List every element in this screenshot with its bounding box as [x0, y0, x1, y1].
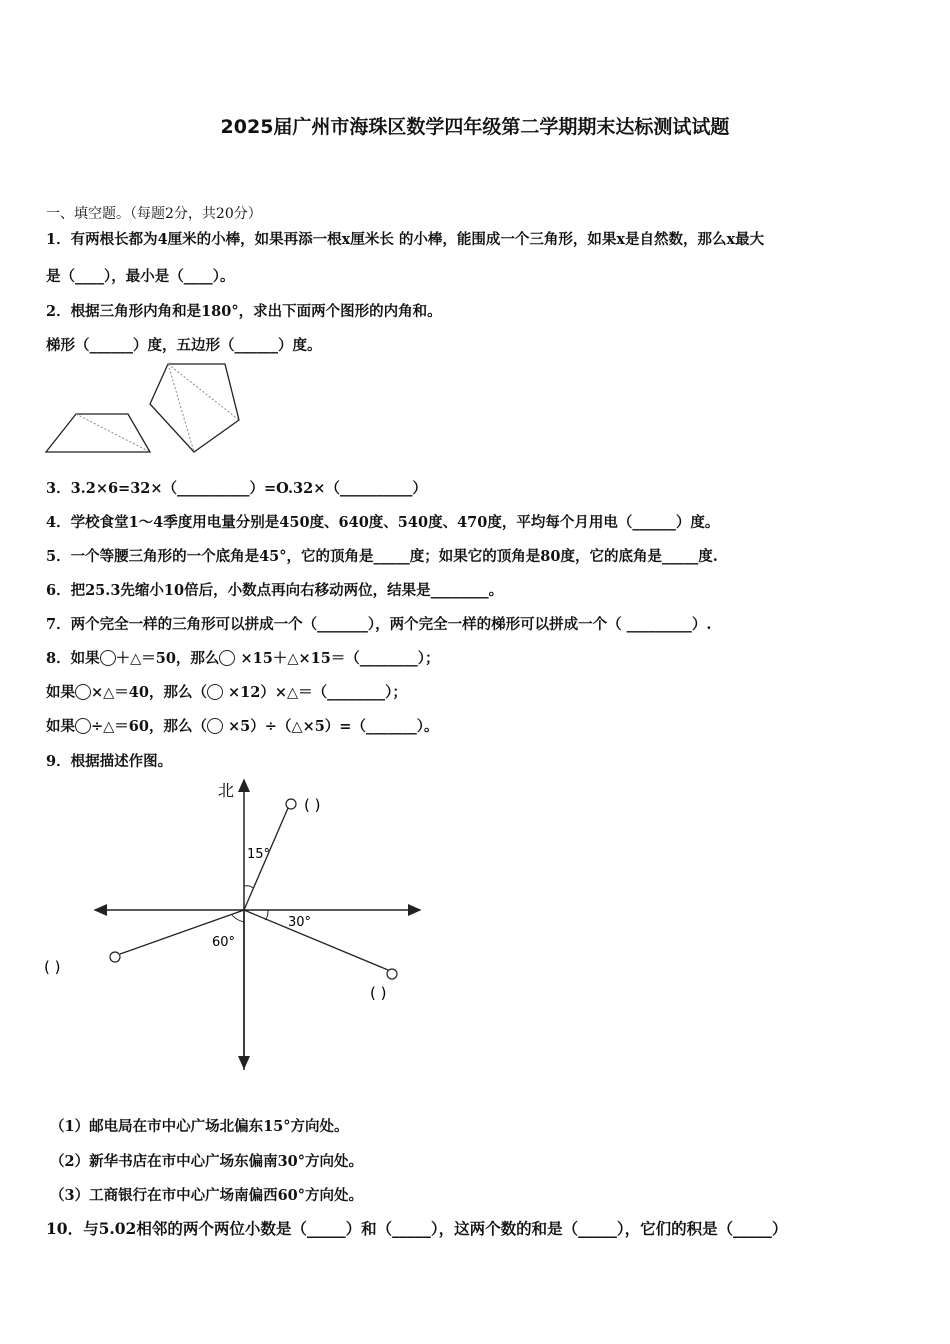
- question-5: 5．一个等腰三角形的一个底角是45°，它的顶角是_____度；如果它的顶角是80度，它的底角是_____度.: [46, 548, 718, 565]
- arc-60: [232, 915, 244, 922]
- q8-text: ×△＝40，那么（: [91, 684, 207, 701]
- question-6: 6．把25.3先缩小10倍后，小数点再向右移动两位，结果是________。: [46, 582, 504, 599]
- q8-text: 8．如果: [46, 650, 100, 667]
- angle-30-label: 30°: [288, 915, 312, 930]
- q8-text: ×5）÷（△×5）=（_______）。: [222, 718, 439, 735]
- trapezoid-shape: [46, 414, 150, 452]
- q9-item-2: （2）新华书店在市中心广场东偏南30°方向处。: [50, 1153, 364, 1170]
- pentagon-diagonal-2: [168, 364, 194, 452]
- circle-symbol: [75, 718, 91, 734]
- q8-text: ＋△＝50，那么: [115, 650, 220, 667]
- circle-symbol: [207, 684, 223, 700]
- question-4: 4．学校食堂1～4季度用电量分别是450度、640度、540度、470度，平均每个月用电（______）度。: [46, 514, 720, 531]
- question-10: 10．与5.02相邻的两个两位小数是（_____）和（_____），这两个数的和是（_____），它们的积是（_____）: [46, 1219, 788, 1238]
- question-1-line-1: 1．有两根长都为4厘米的小棒，如果再添一根x厘米长 的小棒，能围成一个三角形，如果x是自然数，那么x最大: [46, 231, 765, 248]
- question-2-line-2: 梯形（______）度，五边形（______）度。: [46, 337, 322, 354]
- pentagon-shape: [150, 364, 239, 452]
- q8-text: 如果: [46, 718, 75, 735]
- section-heading: 一、填空题。（每题2分，共20分）: [46, 206, 262, 222]
- q8-text: ×15＋△×15＝（________）；: [235, 650, 440, 667]
- shapes-figure: [40, 360, 250, 460]
- q8-text: ÷△＝60，那么（: [91, 718, 207, 735]
- question-9: 9．根据描述作图。: [46, 753, 173, 770]
- point-bank: [110, 952, 120, 962]
- page-title: 2025届广州市海珠区数学四年级第二学期期末达标测试试题: [220, 116, 730, 138]
- q9-item-3: （3）工商银行在市中心广场南偏西60°方向处。: [50, 1187, 364, 1204]
- question-7: 7．两个完全一样的三角形可以拼成一个（_______），两个完全一样的梯形可以拼成一个（ _________）.: [46, 616, 712, 633]
- pentagon-diagonal-1: [168, 364, 239, 420]
- question-3: 3．3.2×6=32×（__________）=O.32×（__________）: [46, 480, 427, 497]
- circle-symbol: [75, 684, 91, 700]
- question-8-line-3: [46, 715, 438, 736]
- blank-bank: ( ): [44, 958, 61, 976]
- angle-15-label: 15°: [247, 847, 271, 862]
- question-8-line-1: [46, 647, 440, 668]
- north-label: 北: [218, 781, 235, 800]
- q8-text: 如果: [46, 684, 75, 701]
- circle-symbol: [219, 650, 235, 666]
- blank-bookstore: ( ): [370, 984, 387, 1002]
- question-2-line-1: 2．根据三角形内角和是180°，求出下面两个图形的内角和。: [46, 303, 442, 320]
- circle-symbol: [207, 718, 223, 734]
- circle-symbol: [100, 650, 116, 666]
- compass-diagram: [0, 770, 460, 1080]
- q8-text: ×12）×△＝（________）；: [222, 684, 407, 701]
- point-bookstore: [387, 969, 397, 979]
- arc-15: [244, 886, 253, 888]
- point-post-office: [286, 799, 296, 809]
- question-8-line-2: [46, 681, 407, 702]
- angle-60-label: 60°: [212, 935, 236, 950]
- blank-post-office: ( ): [304, 796, 321, 814]
- question-1-line-2: 是（____），最小是（____）。: [46, 268, 235, 285]
- q9-item-1: （1）邮电局在市中心广场北偏东15°方向处。: [50, 1118, 349, 1135]
